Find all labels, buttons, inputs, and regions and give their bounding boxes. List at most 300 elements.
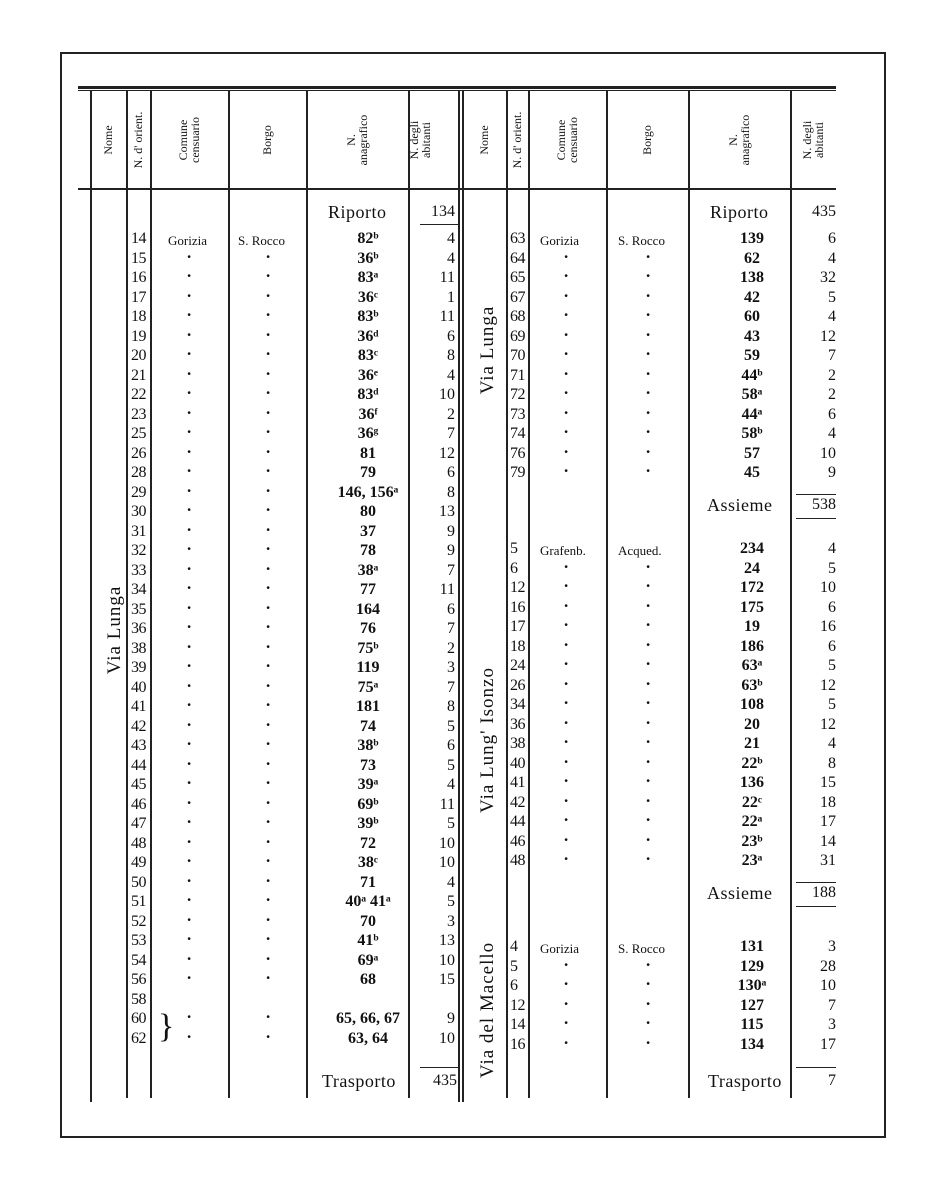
orient-number: 26 [510,676,525,694]
orient-number: 69 [510,327,525,345]
ditto-mark: . [266,496,271,515]
header-abitanti: N. degli abitanti [407,120,433,160]
ditto-mark: . [564,689,569,708]
anagrafico-value: 70 [360,912,376,930]
abitanti-value: 11 [439,795,455,813]
ditto-mark: . [187,262,192,281]
ditto-mark: . [187,847,192,866]
anagrafico-value: 24 [744,559,760,577]
abitanti-value: 3 [828,1016,836,1033]
ditto-mark: . [646,379,651,398]
abitanti-value: 3 [828,938,836,955]
abitanti-value: 6 [447,464,455,481]
abitanti-value: 10 [820,444,836,462]
anagrafico-value: 139 [740,230,764,247]
orient-number: 64 [510,249,525,267]
ditto-mark: . [187,281,192,301]
ditto-mark: . [187,730,192,749]
abitanti-value: 1 [447,288,455,306]
ditto-mark: . [266,437,271,457]
anagrafico-value: 40ᵃ 41ᵃ [345,893,391,910]
ditto-mark: . [266,925,271,944]
orient-number: 44 [131,756,146,774]
anagrafico-value: 138 [740,269,764,286]
ditto-mark: . [187,691,192,710]
ditto-mark: . [266,515,271,535]
orient-number: 36 [131,620,146,637]
abitanti-value: 2 [828,366,836,384]
anagrafico-value: 38ᶜ [357,854,379,871]
orient-number: 56 [131,971,146,988]
orient-number: 26 [131,444,146,462]
anagrafico-value: 79 [360,464,376,481]
anagrafico-value: 77 [360,581,376,598]
anagrafico-value: 181 [356,698,380,715]
anagrafico-value: 22ᵇ [741,754,763,772]
ditto-mark: . [564,591,569,611]
orient-number: 43 [131,737,146,754]
ditto-mark: . [564,825,569,845]
header-nome-right: Nome [477,125,491,155]
orient-number: 39 [131,659,146,676]
orient-number: 24 [510,657,525,674]
orient-number: 12 [510,579,525,596]
anagrafico-value: 36ᵉ [357,366,379,384]
trasporto-rule-left [420,1067,458,1068]
ditto-mark: . [564,242,569,262]
comune-value: Gorizia [540,941,579,956]
abitanti-value: 4 [447,776,455,793]
ditto-mark: . [187,1022,192,1042]
ditto-mark: . [266,398,271,418]
header-anagrafico: N. anagrafico [344,114,370,166]
ditto-mark: . [564,669,569,689]
anagrafico-value: 36ᶜ [357,288,379,306]
ditto-mark: . [564,786,569,806]
orient-number: 5 [510,540,518,557]
ditto-mark: . [187,944,192,964]
ditto-mark: . [564,320,569,340]
ditto-mark: . [646,1028,651,1048]
anagrafico-value: 71 [360,873,376,891]
abitanti-value: 31 [820,852,836,869]
trasporto-value-right: 7 [828,1072,836,1089]
anagrafico-value: 63ᵃ [741,657,763,674]
ditto-mark: . [646,320,651,340]
orient-number: 5 [510,957,518,975]
trasporto-label-right: Trasporto [708,1071,782,1091]
abitanti-value: 15 [820,774,836,791]
ditto-mark: . [187,905,192,925]
ditto-mark: . [266,691,271,710]
abitanti-value: 12 [820,715,836,733]
ditto-mark: . [564,989,569,1009]
anagrafico-value: 65, 66, 67 [336,1010,400,1027]
abitanti-value: 6 [447,327,455,345]
ditto-mark: . [564,1009,569,1028]
orient-number: 79 [510,464,525,481]
abitanti-value: 6 [447,600,455,618]
ditto-mark: . [266,535,271,554]
ditto-mark: . [187,866,192,886]
abitanti-value: 2 [828,386,836,403]
anagrafico-value: 36ᵈ [357,327,379,345]
orient-number: 42 [510,793,525,811]
orient-number: 17 [510,618,525,635]
ditto-mark: . [564,418,569,437]
ditto-mark: . [564,379,569,398]
anagrafico-value: 23ᵇ [741,832,763,850]
ditto-mark: . [646,786,651,806]
orient-number: 51 [131,893,146,910]
ditto-mark: . [266,827,271,847]
ditto-mark: . [646,669,651,689]
orient-number: 71 [510,366,525,384]
ditto-mark: . [187,749,192,769]
ditto-mark: . [266,359,271,379]
anagrafico-value: 108 [740,696,764,713]
orient-number: 19 [131,327,146,345]
abitanti-value: 5 [447,717,455,735]
anagrafico-value: 72 [360,834,376,852]
anagrafico-value: 44ᵇ [741,366,763,384]
total-label: Assieme [707,494,773,515]
anagrafico-value: 41ᵇ [357,932,379,949]
header-borgo: Borgo [260,125,274,155]
abitanti-value: 10 [820,977,836,994]
anagrafico-value: 83ᶜ [357,347,379,364]
ditto-mark: . [646,340,651,359]
anagrafico-value: 119 [356,659,380,676]
ditto-mark: . [187,1003,192,1022]
abitanti-value: 15 [439,971,455,988]
anagrafico-value: 19 [744,618,760,635]
ditto-mark: . [187,437,192,457]
anagrafico-value: 36ᶠ [358,405,378,423]
ditto-mark: . [564,281,569,301]
ditto-mark: . [646,825,651,845]
ditto-mark: . [266,944,271,964]
ditto-mark: . [646,242,651,262]
ditto-mark: . [564,552,569,572]
ditto-mark: . [646,630,651,650]
column-rule-12 [790,90,792,1098]
total-rule-under [796,518,836,519]
ditto-mark: . [646,611,651,630]
abitanti-value: 7 [447,425,455,442]
anagrafico-value: 58ᵇ [741,425,763,442]
orient-number: 62 [131,1029,146,1047]
orient-number: 31 [131,522,146,540]
ditto-mark: . [187,574,192,593]
abitanti-value: 10 [439,854,455,871]
orient-number: 42 [131,717,146,735]
ditto-mark: . [564,262,569,281]
borgo-value: Acqued. [618,543,662,558]
ditto-mark: . [646,650,651,669]
abitanti-value: 6 [828,637,836,655]
abitanti-value: 2 [447,639,455,657]
orient-number: 46 [510,832,525,850]
anagrafico-value: 75ᵃ [357,678,379,696]
ditto-mark: . [564,767,569,786]
ditto-mark: . [187,398,192,418]
ditto-mark: . [187,320,192,340]
ditto-mark: . [187,964,192,983]
abitanti-value: 18 [820,793,836,811]
ditto-mark: . [266,652,271,671]
anagrafico-value: 83ᵈ [357,386,379,403]
anagrafico-value: 37 [360,522,376,540]
street-name-left: Via Lunga [104,585,125,675]
ditto-mark: . [266,457,271,476]
orient-number: 40 [131,678,146,696]
street-name: Via del Macello [477,941,498,1079]
total-rule-under [796,906,836,907]
orient-number: 25 [131,425,146,442]
ditto-mark: . [187,886,192,905]
ditto-mark: . [266,632,271,652]
ditto-mark: . [187,827,192,847]
ditto-mark: . [266,262,271,281]
orient-number: 36 [510,715,525,733]
orient-number: 68 [510,308,525,325]
abitanti-value: 8 [828,754,836,772]
abitanti-value: 7 [447,620,455,637]
abitanti-value: 4 [447,873,455,891]
orient-number: 12 [510,996,525,1014]
anagrafico-value: 63, 64 [348,1029,388,1047]
orient-number: 22 [131,386,146,403]
anagrafico-value: 60 [744,308,760,325]
orient-number: 18 [510,637,525,655]
column-rule-6 [458,90,460,1102]
orient-number: 49 [131,854,146,871]
abitanti-value: 10 [439,1029,455,1047]
anagrafico-value: 38ᵇ [357,737,379,754]
ditto-mark: . [646,281,651,301]
orient-number: 23 [131,405,146,423]
ditto-mark: . [266,847,271,866]
ditto-mark: . [187,301,192,320]
header-anagrafico-right: N. anagrafico [726,114,752,166]
comune-value: Gorizia [540,233,579,248]
orient-number: 50 [131,873,146,891]
orient-number: 16 [510,1035,525,1053]
riporto-value-left: 134 [431,203,455,220]
anagrafico-value: 20 [744,715,760,733]
anagrafico-value: 73 [360,756,376,774]
ditto-mark: . [646,301,651,320]
ditto-mark: . [646,708,651,728]
ditto-mark: . [266,886,271,905]
abitanti-value: 7 [828,347,836,364]
ditto-mark: . [187,340,192,359]
borgo-value: S. Rocco [238,233,285,248]
trasporto-value-left: 435 [433,1072,457,1089]
abitanti-value: 5 [447,815,455,832]
abitanti-value: 4 [447,230,455,247]
riporto-label-right: Riporto [710,202,769,222]
ditto-mark: . [646,689,651,708]
abitanti-value: 8 [447,347,455,364]
ditto-mark: . [187,632,192,652]
ditto-mark: . [266,1003,271,1022]
abitanti-value: 3 [447,912,455,930]
ditto-mark: . [187,593,192,613]
anagrafico-value: 43 [744,327,760,345]
header-borgo-right: Borgo [640,125,654,155]
orient-number: 16 [131,269,146,286]
orient-number: 74 [510,425,525,442]
anagrafico-value: 78 [360,542,376,559]
abitanti-value: 13 [439,932,455,949]
anagrafico-value: 45 [744,464,760,481]
orient-number: 16 [510,598,525,616]
anagrafico-value: 39ᵃ [357,776,379,793]
column-rule-8 [506,90,508,1098]
ditto-mark: . [564,806,569,825]
ditto-mark: . [187,788,192,808]
anagrafico-value: 83ᵃ [357,269,379,286]
ditto-mark: . [646,359,651,379]
abitanti-value: 4 [828,308,836,325]
anagrafico-value: 130ᵃ [737,977,767,994]
anagrafico-value: 44ᵃ [741,405,763,423]
abitanti-value: 10 [439,386,455,403]
abitanti-value: 9 [447,542,455,559]
orient-number: 53 [131,932,146,949]
column-rule-4 [306,90,308,1098]
orient-number: 70 [510,347,525,364]
ditto-mark: . [187,808,192,827]
ditto-mark: . [266,418,271,437]
abitanti-value: 6 [828,405,836,423]
orient-number: 58 [131,990,146,1008]
ditto-mark: . [266,808,271,827]
ditto-mark: . [266,320,271,340]
ditto-mark: . [187,535,192,554]
street-name: Via Lunga [477,305,498,395]
borgo-value: S. Rocco [618,233,665,248]
orient-number: 54 [131,951,146,969]
orient-number: 29 [131,483,146,501]
brace-mark: } [158,1008,175,1045]
ditto-mark: . [646,728,651,747]
abitanti-value: 10 [820,579,836,596]
abitanti-value: 28 [820,957,836,975]
total-value: 188 [812,883,836,901]
anagrafico-value: 146, 156ᵃ [337,483,399,501]
anagrafico-value: 23ᵃ [741,852,763,869]
abitanti-value: 3 [447,659,455,676]
ditto-mark: . [266,613,271,632]
ditto-mark: . [187,476,192,496]
ditto-mark: . [266,476,271,496]
orient-number: 14 [510,1016,525,1033]
orient-number: 40 [510,754,525,772]
anagrafico-value: 36ᵍ [357,425,379,442]
ditto-mark: . [564,747,569,767]
anagrafico-value: 83ᵇ [357,308,379,325]
anagrafico-value: 127 [740,996,764,1014]
orient-number: 38 [510,735,525,752]
ditto-mark: . [187,457,192,476]
ditto-mark: . [564,728,569,747]
column-rule-1 [126,90,128,1098]
anagrafico-value: 63ᵇ [741,676,763,694]
anagrafico-value: 69ᵇ [357,795,379,813]
abitanti-value: 32 [820,269,836,286]
header-bottom-rule [78,188,836,190]
column-rule-7 [462,90,464,1102]
abitanti-value: 7 [447,561,455,579]
anagrafico-value: 75ᵇ [357,639,379,657]
anagrafico-value: 74 [360,717,376,735]
ditto-mark: . [646,591,651,611]
orient-number: 60 [131,1010,146,1027]
ditto-mark: . [646,398,651,418]
anagrafico-value: 36ᵇ [357,249,379,267]
ditto-mark: . [187,652,192,671]
column-rule-11 [688,90,690,1098]
abitanti-value: 5 [828,657,836,674]
ditto-mark: . [187,515,192,535]
ditto-mark: . [646,262,651,281]
total-value: 538 [812,495,836,513]
column-rule-10 [606,90,608,1098]
abitanti-value: 6 [828,598,836,616]
orient-number: 41 [510,774,525,791]
abitanti-value: 4 [828,540,836,557]
anagrafico-value: 172 [740,579,764,596]
header-comune: Comune censuario [176,117,202,163]
column-rule-9 [528,90,530,1098]
total-rule [796,882,836,883]
abitanti-value: 5 [828,559,836,577]
abitanti-value: 12 [820,676,836,694]
ditto-mark: . [646,552,651,572]
ditto-mark: . [564,572,569,591]
orient-number: 46 [131,795,146,813]
abitanti-value: 9 [447,1010,455,1027]
ditto-mark: . [564,708,569,728]
abitanti-value: 6 [447,737,455,754]
riporto-label-left: Riporto [328,202,387,222]
ditto-mark: . [646,767,651,786]
anagrafico-value: 38ᵃ [357,561,379,579]
abitanti-value: 16 [820,618,836,635]
header-orient-right: N. d' orient. [510,111,524,169]
top-double-rule-1 [78,86,836,89]
abitanti-value: 6 [828,230,836,247]
orient-number: 20 [131,347,146,364]
anagrafico-value: 59 [744,347,760,364]
ditto-mark: . [646,418,651,437]
ditto-mark: . [564,845,569,864]
anagrafico-value: 21 [744,735,760,752]
anagrafico-value: 115 [740,1016,764,1033]
abitanti-value: 12 [820,327,836,345]
comune-value: Grafenb. [540,543,586,558]
ditto-mark: . [266,281,271,301]
ditto-mark: . [266,964,271,983]
column-rule-5 [408,90,410,1098]
abitanti-value: 4 [447,249,455,267]
orient-number: 28 [131,464,146,481]
trasporto-label-left: Trasporto [322,1071,396,1091]
orient-number: 34 [131,581,146,598]
